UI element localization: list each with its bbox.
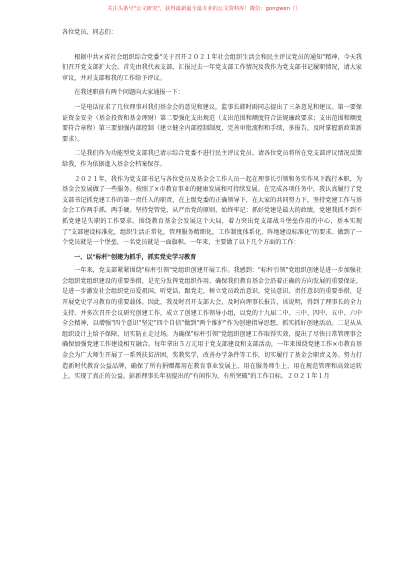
section-heading: 一、以"标杆"创建为抓手，抓实党史学习教育	[74, 253, 197, 261]
document-body	[62, 28, 362, 383]
paragraph-item-one: 一是电话征求了几位理事对我们基金会的意见和建议，监事长韩时雨同志提出了三条意见和建议。第一要保证资金安全（基金投资和基金理财）第二要强化支出规范（支出范围和额度符合法规廉政要求；支出范围和额度要符合章程）第三要加强内部控制（建立健全内部控制制度，完善审批流程和手续，多报告，及时掌握新政策新要求）。	[62, 103, 362, 143]
paragraph-notice: 在我述职前有两个问题向大家通报一下：	[74, 89, 184, 97]
section-paragraph: 一年来，党支部紧紧围绕"标杆引领"党组织创建开展工作。我感到："标杆引领"党组织创建是进一步加强社会组织党组织建设的重要举措，是充分发挥党组织作用、确保我们教育基金会沿着正确的方向发展的重要保证，是进一步激发社会组织党员爱祖国、听党话、跟党走，树立党员政治意识、党员意识、责任意识的重要举措，是开展党史学习教育的重要载体。因此，我及时召开支部大会，及时向理事长报告，该说明，得到了理事长的全力支持。并多次召开会议研究创建工作，成立了创建工作领导小组，以党的十九届二中、三中、四中、五中、六中全会精神，以增强"四个意识"坚定"四个自信"做到"两个维护"作为创建指导思想，抓实抓好创建活动。二是从从组织设计上给予保障，切实防止走过场。为确保"标杆引领"党组织创建工作取得实效，提出了尽快日常管理事会确保加强党建工作建设相互融合。每年拿出５万元用于党支部建设和支部活动，一年来围绕党建工作×市教育基金会为广大师生开展了一系列扶贫济困，奖教奖学，改善办学条件等工作，切实履行了基金会职责义务。努力打造新时代教育公益品牌，确保了所有捐赠都用在教育事业发展上，用在服务师生上，用在规范管理和高效运转上，实现了真正的公益。彭新理事长年初提出的"有闲作为，有所突破"的工作目标。２０２１年１月	[62, 267, 362, 381]
promo-banner-text[interactable]: 关注头条号"公文研究"，获得最新最全最专业的公文资料库！微信：gongwen（）	[107, 5, 301, 12]
paragraph-item-two: 二是我们作为功能型党支部我已请示综合党委不进行民主评议党员。请各位党员将所在党支部评议情况反馈给我，作为依据進入基金会档案保存。	[62, 150, 362, 168]
paragraph-intro: 根据中共×省社会组织综合党委"关于召开２０２１年社会组织生活会和民主评议党员的通知"精神，今天我们召开党支部扩大会。首先由我代表支部，汇报过去一年党支部工作情况及我作为党支部书记履职情况，请大家审议，并对支部和我的工作给予评议。	[62, 53, 362, 82]
promo-banner[interactable]	[0, 2, 408, 14]
paragraph-summary: ２０２１年，我作为党支部书记与各位党员及基金会工作人员一起在理事长引领和务实作风下践行本职，为基金会发展做了一些服务。按照了×市教育事业的健康发展和可持续发展。在完成各项任务中，我认真履行了党支部书记抓党建工作的第一责任人的职责，在上级党委的正确领导下，在大家的共同努力下，坚持党建工作与基金会工作两手抓、两手硬。坚持党管党、从严治党的原则，始终牢记：抓好党建是最大的政绩，党建我抓不到不抓党建是失职的工作要求。围绕教育基金会发展这个大局，着力突出党支部战斗堡垒作用的中心，基本实现了"支部建设标准化，组织生活正常化，管理服务精细化，工作制度体系化，阵地建设标准化"的要求。做到了一个党员就是一个堡垒，一名党员就是一面旗帜。一年来，主要做了以下几个方面的工作：	[62, 175, 362, 247]
salutation: 各位党员、同志们：	[62, 29, 117, 36]
